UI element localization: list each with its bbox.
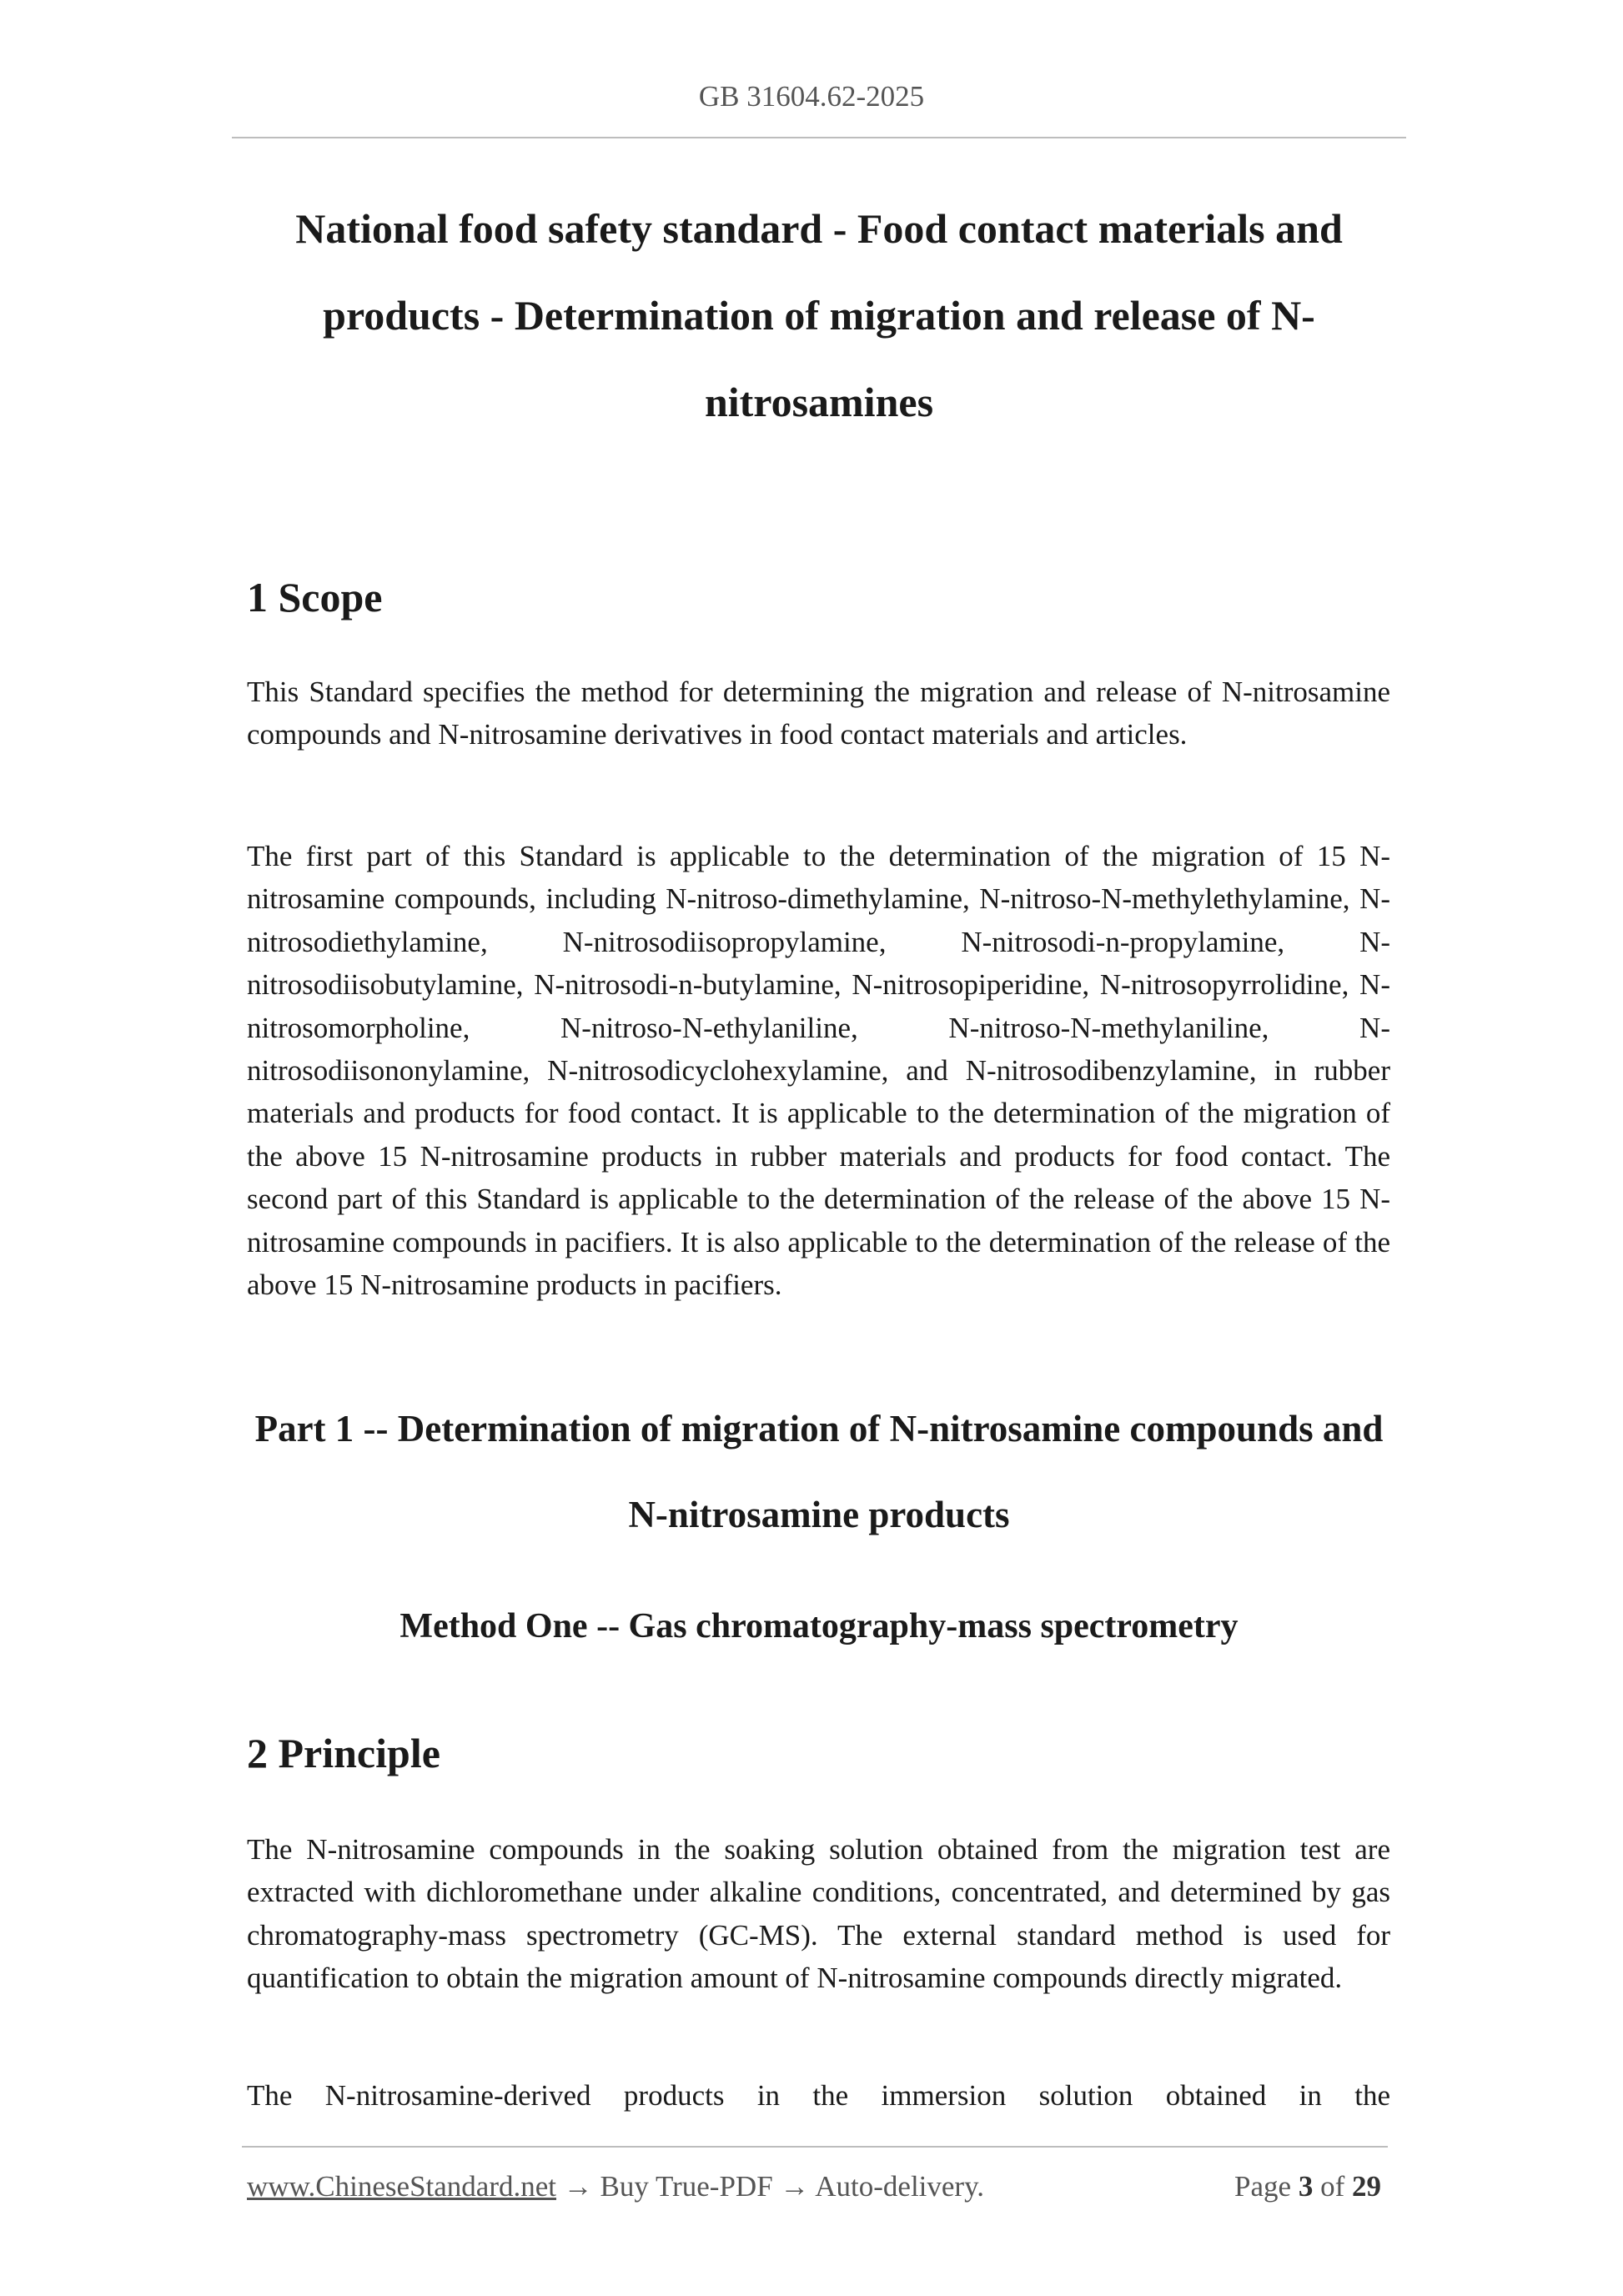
page-number [1234,2170,1381,2203]
footer-buy-text: Buy True-PDF [600,2170,773,2203]
document-title: National food safety standard - Food contact materials and products - Determination of migration and release of N-nitrosamines [295,205,1343,425]
page-of: of [1320,2170,1345,2203]
footer-promo [247,2170,984,2203]
arrow-right-icon: → [780,2170,810,2203]
footer-site-link[interactable]: www.ChineseStandard.net [247,2170,556,2203]
arrow-right-icon: → [563,2170,593,2203]
principle-heading: 2 Principle [247,1730,440,1776]
part1-heading: Part 1 -- Determination of migration of N-nitrosamine compounds and N-nitrosamine products [254,1408,1384,1535]
page-label: Page [1234,2170,1292,2203]
method-one-heading: Method One -- Gas chromatography-mass spectrometry [399,1607,1239,1645]
scope-paragraph-1: This Standard specifies the method for determining the migration and release of N-nitrosamine compounds and N-nitrosamine derivatives in food contact materials and articles. [247,676,1390,751]
scope-paragraph-2: The first part of this Standard is applicable to the determination of the migration of 15 N-nitrosamine compounds, including N-nitroso-dimethylamine, N-nitroso-N-methylethylamine, N-nitrosodiethylamine, N-nitrosodiisopropylamine, N-nitrosodi-n-propylamine, N-nitrosodiisobutylamine, N-nitrosodi-n-butylamine, N-nitrosopiperidine, N-nitrosopyrrolidine, N-nitrosomorpholine, N-nitroso-N-ethylaniline, N-nitroso-N-methylaniline, N-nitrosodiisononylamine, N-nitrosodicyclohexylamine, and N-nitrosodibenzylamine, in rubber materials and products for food contact. It is applicable to the determination of the migration of the above 15 N-nitrosamine products in rubber materials and products for food contact. The second part of this Standard is applicable to the determination of the release of the above 15 N-nitrosamine compounds in pacifiers. It is also applicable to the determination of the release of the above 15 N-nitrosamine products in pacifiers. [247,840,1390,1302]
page-current: 3 [1298,2170,1314,2203]
footer-divider [242,2146,1388,2148]
page-total: 29 [1352,2170,1381,2203]
principle-paragraph-1: The N-nitrosamine compounds in the soaking solution obtained from the migration test are extracted with dichloromethane under alkaline conditions, concentrated, and determined by gas chromatography-mass spectrometry (GC-MS). The external standard method is used for quantification to obtain the migration amount of N-nitrosamine compounds directly migrated. [247,1833,1390,1995]
footer-delivery-text: Auto-delivery. [815,2170,985,2203]
header-code: GB 31604.62-2025 [698,80,925,113]
scope-heading: 1 Scope [247,574,383,620]
principle-paragraph-2: The N-nitrosamine-derived products in the immersion solution obtained in the [247,2079,1390,2112]
header-divider [232,137,1406,138]
